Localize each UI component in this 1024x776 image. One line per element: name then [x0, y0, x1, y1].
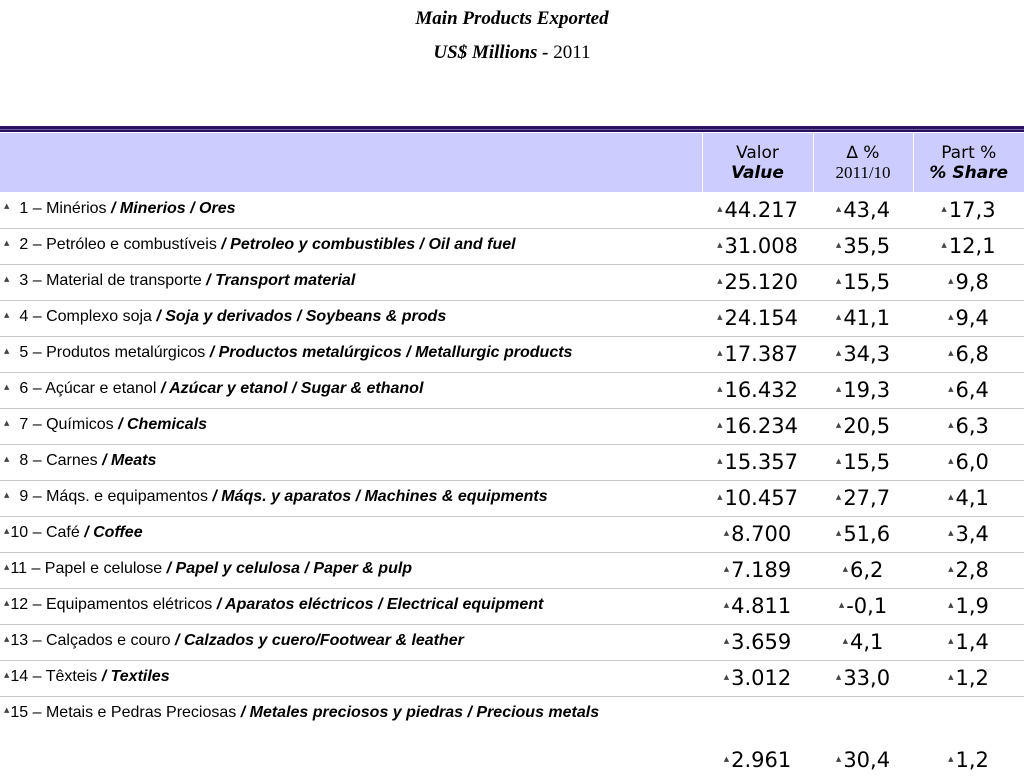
header-product — [0, 133, 702, 192]
product-name-es-en: / Papel y celulosa / Paper & pulp — [167, 560, 412, 577]
value-text: 44.217 — [724, 198, 797, 222]
delta-text: 15,5 — [843, 450, 890, 474]
header-value-label: Value — [703, 163, 813, 183]
share-cell — [913, 192, 1024, 228]
triangle-bullet-icon: ▲ — [948, 385, 953, 393]
triangle-bullet-icon: ▲ — [948, 277, 953, 285]
delta-cell — [813, 336, 913, 372]
share-text: 2,8 — [955, 558, 988, 582]
triangle-bullet-icon: ▲ — [4, 275, 9, 283]
share-cell — [913, 408, 1024, 444]
share-text: 4,1 — [955, 486, 988, 510]
triangle-bullet-icon: ▲ — [836, 529, 841, 537]
table-row — [0, 660, 1024, 696]
table-row — [0, 624, 1024, 660]
triangle-bullet-icon: ▲ — [948, 601, 953, 609]
share-text: 3,4 — [955, 522, 988, 546]
triangle-bullet-icon: ▲ — [724, 601, 729, 609]
delta-text: 4,1 — [850, 630, 883, 654]
header-value — [702, 133, 813, 192]
delta-cell — [813, 660, 913, 696]
triangle-bullet-icon: ▲ — [948, 493, 953, 501]
triangle-bullet-icon: ▲ — [948, 565, 953, 573]
product-name-es-en: / Máqs. y aparatos / Machines & equipments — [212, 488, 547, 505]
triangle-bullet-icon: ▲ — [948, 673, 953, 681]
share-cell — [913, 516, 1024, 552]
triangle-bullet-icon: ▲ — [4, 239, 9, 247]
triangle-bullet-icon: ▲ — [843, 565, 848, 573]
share-cell — [913, 696, 1024, 776]
delta-cell — [813, 696, 913, 776]
triangle-bullet-icon: ▲ — [724, 637, 729, 645]
delta-text: 34,3 — [843, 342, 890, 366]
product-name-pt: Calçados e couro — [42, 632, 175, 649]
product-label — [0, 588, 702, 624]
delta-text: 27,7 — [843, 486, 890, 510]
value-text: 4.811 — [731, 594, 791, 618]
table-top-rule — [0, 126, 1024, 132]
value-cell — [702, 192, 813, 228]
product-label — [0, 552, 702, 588]
triangle-bullet-icon: ▲ — [941, 205, 946, 213]
share-cell — [913, 624, 1024, 660]
product-name-pt: Equipamentos elétricos — [42, 596, 217, 613]
product-name-es-en: / Soja y derivados / Soybeans & prods — [156, 308, 446, 325]
share-cell — [913, 588, 1024, 624]
product-name-es-en: / Chemicals — [118, 416, 207, 433]
product-label — [0, 228, 702, 264]
triangle-bullet-icon: ▲ — [717, 241, 722, 249]
triangle-bullet-icon: ▲ — [843, 637, 848, 645]
triangle-bullet-icon: ▲ — [948, 349, 953, 357]
table-row — [0, 444, 1024, 480]
value-text: 31.008 — [724, 234, 797, 258]
product-name-pt: Complexo soja — [42, 308, 157, 325]
value-text: 15.357 — [724, 450, 797, 474]
triangle-bullet-icon: ▲ — [717, 349, 722, 357]
triangle-bullet-icon: ▲ — [836, 313, 841, 321]
product-name-es-en: / Minerios / Ores — [111, 200, 235, 217]
value-cell — [702, 696, 813, 776]
product-number: 14 – — [10, 668, 41, 685]
product-name-pt: Têxteis — [42, 668, 102, 685]
value-cell — [702, 336, 813, 372]
triangle-bullet-icon: ▲ — [717, 421, 722, 429]
delta-cell — [813, 264, 913, 300]
product-label — [0, 264, 702, 300]
value-cell — [702, 228, 813, 264]
product-number: 9 – — [19, 488, 41, 505]
triangle-bullet-icon: ▲ — [717, 385, 722, 393]
triangle-bullet-icon: ▲ — [836, 385, 841, 393]
value-cell — [702, 552, 813, 588]
triangle-bullet-icon: ▲ — [4, 491, 9, 499]
table-row — [0, 264, 1024, 300]
triangle-bullet-icon: ▲ — [948, 313, 953, 321]
value-text: 16.234 — [724, 414, 797, 438]
delta-text: -0,1 — [846, 594, 887, 618]
triangle-bullet-icon: ▲ — [724, 673, 729, 681]
triangle-bullet-icon: ▲ — [4, 383, 9, 391]
triangle-bullet-icon: ▲ — [948, 637, 953, 645]
product-label — [0, 408, 702, 444]
triangle-bullet-icon: ▲ — [4, 311, 9, 319]
product-name-pt: Açúcar e etanol — [42, 380, 161, 397]
delta-cell — [813, 480, 913, 516]
table-row — [0, 228, 1024, 264]
share-text: 6,8 — [955, 342, 988, 366]
product-label — [0, 336, 702, 372]
product-number: 3 – — [19, 272, 41, 289]
share-text: 9,4 — [955, 306, 988, 330]
share-text: 9,8 — [955, 270, 988, 294]
value-text: 25.120 — [724, 270, 797, 294]
share-cell — [913, 660, 1024, 696]
triangle-bullet-icon: ▲ — [836, 457, 841, 465]
triangle-bullet-icon: ▲ — [724, 755, 729, 763]
header-part-label: Part % — [914, 143, 1024, 163]
triangle-bullet-icon: ▲ — [941, 241, 946, 249]
product-label — [0, 624, 702, 660]
share-cell — [913, 228, 1024, 264]
value-text: 16.432 — [724, 378, 797, 402]
delta-cell — [813, 192, 913, 228]
value-text: 10.457 — [724, 486, 797, 510]
share-text: 1,9 — [955, 594, 988, 618]
share-cell — [913, 336, 1024, 372]
product-label — [0, 372, 702, 408]
value-cell — [702, 624, 813, 660]
product-name-pt: Carnes — [42, 452, 102, 469]
triangle-bullet-icon: ▲ — [948, 529, 953, 537]
triangle-bullet-icon: ▲ — [836, 421, 841, 429]
product-label — [0, 660, 702, 696]
delta-text: 30,4 — [843, 748, 890, 772]
product-label — [0, 300, 702, 336]
product-name-es-en: / Transport material — [206, 272, 355, 289]
value-text: 7.189 — [731, 558, 791, 582]
product-name-pt: Petróleo e combustíveis — [42, 236, 222, 253]
triangle-bullet-icon: ▲ — [948, 457, 953, 465]
value-text: 2.961 — [731, 748, 791, 772]
product-name-pt: Químicos — [42, 416, 118, 433]
value-cell — [702, 444, 813, 480]
triangle-bullet-icon: ▲ — [717, 313, 722, 321]
share-text: 1,2 — [955, 666, 988, 690]
page-subtitle — [0, 42, 1024, 64]
delta-text: 51,6 — [843, 522, 890, 546]
value-cell — [702, 516, 813, 552]
product-name-es-en: / Meats — [102, 452, 156, 469]
product-number: 12 – — [10, 596, 41, 613]
delta-text: 20,5 — [843, 414, 890, 438]
header-share — [913, 133, 1024, 192]
delta-cell — [813, 300, 913, 336]
triangle-bullet-icon: ▲ — [836, 277, 841, 285]
delta-cell — [813, 444, 913, 480]
value-text: 3.012 — [731, 666, 791, 690]
share-text: 6,3 — [955, 414, 988, 438]
value-cell — [702, 408, 813, 444]
header-share-label: % Share — [914, 163, 1024, 183]
triangle-bullet-icon: ▲ — [717, 493, 722, 501]
share-text: 1,2 — [955, 748, 988, 772]
product-name-es-en: / Coffee — [84, 524, 142, 541]
delta-text: 35,5 — [843, 234, 890, 258]
delta-cell — [813, 588, 913, 624]
product-name-pt: Material de transporte — [42, 272, 207, 289]
product-label — [0, 480, 702, 516]
product-name-pt: Produtos metalúrgicos — [42, 344, 210, 361]
page-title: Main Products Exported — [0, 8, 1024, 30]
delta-text: 15,5 — [843, 270, 890, 294]
subtitle-year: 2011 — [553, 42, 590, 63]
table-row — [0, 300, 1024, 336]
delta-text: 6,2 — [850, 558, 883, 582]
triangle-bullet-icon: ▲ — [839, 601, 844, 609]
product-label — [0, 696, 702, 776]
product-name-pt: Metais e Pedras Preciosas — [42, 704, 241, 721]
value-cell — [702, 480, 813, 516]
share-cell — [913, 480, 1024, 516]
product-number: 13 – — [10, 632, 41, 649]
product-name-es-en: / Textiles — [102, 668, 170, 685]
value-text: 17.387 — [724, 342, 797, 366]
exports-table — [0, 133, 1024, 776]
table-row — [0, 480, 1024, 516]
triangle-bullet-icon: ▲ — [717, 277, 722, 285]
triangle-bullet-icon: ▲ — [4, 347, 9, 355]
product-label — [0, 516, 702, 552]
value-cell — [702, 372, 813, 408]
value-cell — [702, 264, 813, 300]
product-name-es-en: / Azúcar y etanol / Sugar & ethanol — [161, 380, 424, 397]
product-name-es-en: / Petroleo y combustibles / Oil and fuel — [221, 236, 515, 253]
value-text: 24.154 — [724, 306, 797, 330]
share-text: 12,1 — [949, 234, 996, 258]
value-cell — [702, 300, 813, 336]
product-number: 1 – — [19, 200, 41, 217]
header-valor-label: Valor — [703, 143, 813, 163]
triangle-bullet-icon: ▲ — [4, 527, 9, 535]
header-delta — [813, 133, 913, 192]
triangle-bullet-icon: ▲ — [836, 673, 841, 681]
triangle-bullet-icon: ▲ — [4, 419, 9, 427]
product-name-pt: Café — [42, 524, 85, 541]
product-name-es-en: / Aparatos eléctricos / Electrical equipment — [217, 596, 544, 613]
table-row — [0, 192, 1024, 228]
triangle-bullet-icon: ▲ — [724, 565, 729, 573]
triangle-bullet-icon: ▲ — [836, 349, 841, 357]
product-label — [0, 192, 702, 228]
table-row — [0, 336, 1024, 372]
table-row — [0, 552, 1024, 588]
triangle-bullet-icon: ▲ — [4, 599, 9, 607]
header-delta-period: 2011/10 — [814, 163, 913, 183]
share-cell — [913, 264, 1024, 300]
share-cell — [913, 372, 1024, 408]
triangle-bullet-icon: ▲ — [836, 205, 841, 213]
value-text: 3.659 — [731, 630, 791, 654]
product-name-pt: Minérios — [42, 200, 111, 217]
product-number: 8 – — [19, 452, 41, 469]
value-text: 8.700 — [731, 522, 791, 546]
triangle-bullet-icon: ▲ — [836, 755, 841, 763]
delta-text: 43,4 — [843, 198, 890, 222]
table-row — [0, 516, 1024, 552]
triangle-bullet-icon: ▲ — [4, 699, 9, 721]
delta-cell — [813, 624, 913, 660]
triangle-bullet-icon: ▲ — [836, 493, 841, 501]
share-text: 6,4 — [955, 378, 988, 402]
table-header-row — [0, 133, 1024, 192]
triangle-bullet-icon: ▲ — [948, 755, 953, 763]
table-row — [0, 588, 1024, 624]
delta-cell — [813, 552, 913, 588]
triangle-bullet-icon: ▲ — [4, 563, 9, 571]
triangle-bullet-icon: ▲ — [948, 421, 953, 429]
delta-cell — [813, 408, 913, 444]
share-cell — [913, 552, 1024, 588]
triangle-bullet-icon: ▲ — [4, 635, 9, 643]
triangle-bullet-icon: ▲ — [4, 455, 9, 463]
product-number: 11 – — [10, 560, 40, 577]
delta-text: 41,1 — [843, 306, 890, 330]
header-delta-label: ∆ % — [814, 143, 913, 163]
share-text: 6,0 — [955, 450, 988, 474]
product-name-es-en: / Calzados y cuero/Footwear & leather — [175, 632, 464, 649]
product-number: 5 – — [19, 344, 41, 361]
product-name-es-en: / Metales preciosos y piedras / Precious metals — [241, 704, 599, 721]
table-row — [0, 372, 1024, 408]
delta-text: 19,3 — [843, 378, 890, 402]
product-name-pt: Papel e celulose — [40, 560, 166, 577]
product-label — [0, 444, 702, 480]
product-number: 4 – — [19, 308, 41, 325]
value-cell — [702, 660, 813, 696]
product-number: 7 – — [19, 416, 41, 433]
delta-text: 33,0 — [843, 666, 890, 690]
triangle-bullet-icon: ▲ — [4, 671, 9, 679]
table-row — [0, 408, 1024, 444]
subtitle-unit: US$ Millions - — [433, 42, 548, 63]
triangle-bullet-icon: ▲ — [836, 241, 841, 249]
product-number: 10 – — [10, 524, 41, 541]
share-cell — [913, 300, 1024, 336]
product-name-pt: Máqs. e equipamentos — [42, 488, 213, 505]
triangle-bullet-icon: ▲ — [717, 205, 722, 213]
product-number: 2 – — [19, 236, 41, 253]
value-cell — [702, 588, 813, 624]
product-number: 15 – — [10, 704, 41, 721]
triangle-bullet-icon: ▲ — [724, 529, 729, 537]
share-cell — [913, 444, 1024, 480]
product-name-es-en: / Productos metalúrgicos / Metallurgic products — [210, 344, 573, 361]
triangle-bullet-icon: ▲ — [4, 202, 9, 210]
product-number: 6 – — [19, 380, 41, 397]
share-text: 17,3 — [949, 198, 996, 222]
delta-cell — [813, 372, 913, 408]
table-row — [0, 696, 1024, 776]
delta-cell — [813, 516, 913, 552]
delta-cell — [813, 228, 913, 264]
share-text: 1,4 — [955, 630, 988, 654]
triangle-bullet-icon: ▲ — [717, 457, 722, 465]
